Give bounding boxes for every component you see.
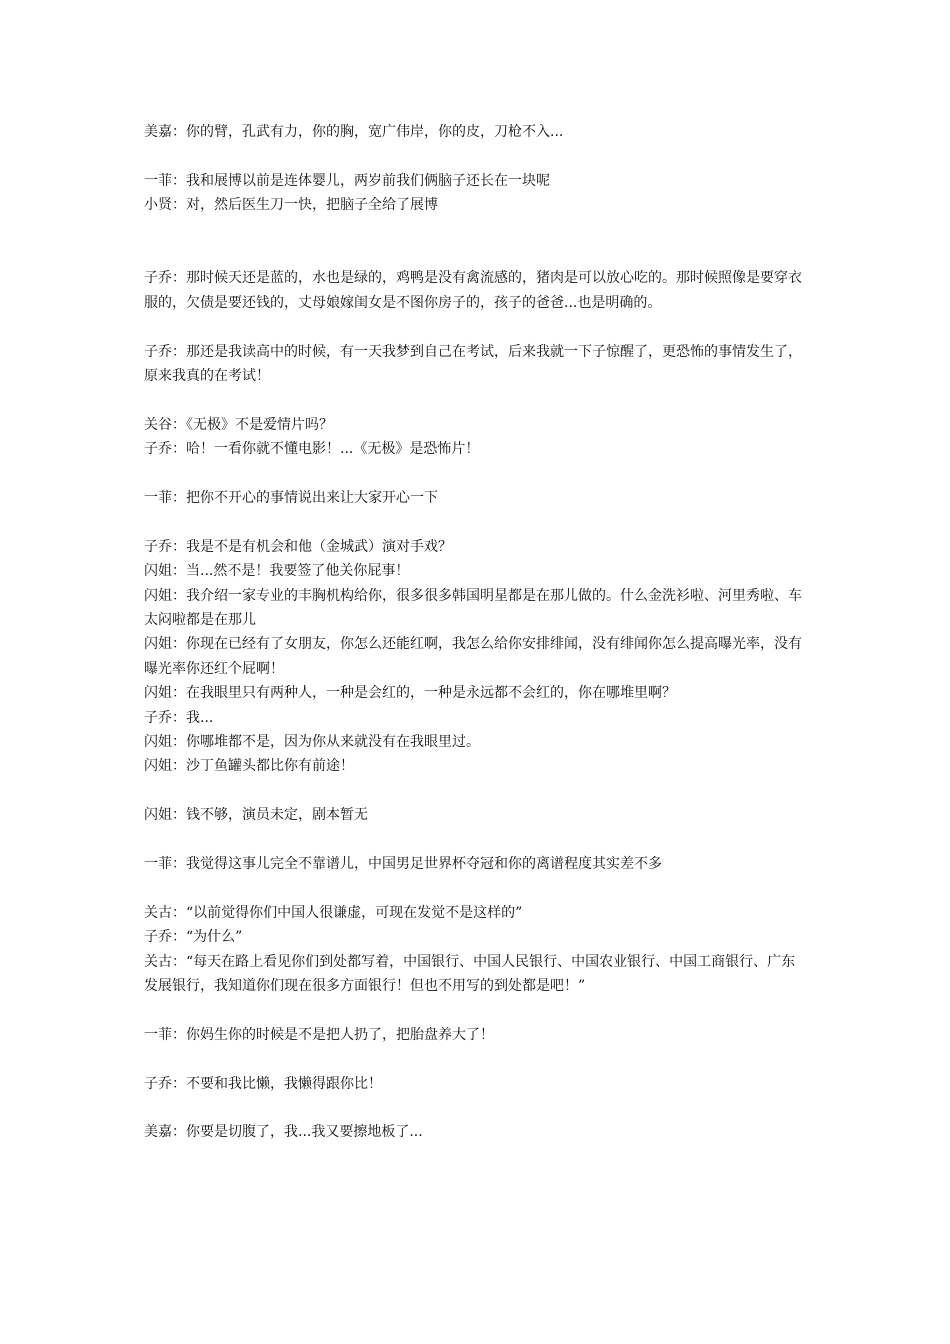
dialogue-line: 闪姐：沙丁鱼罐头都比你有前途！ [144, 758, 354, 775]
spacer [144, 779, 808, 803]
dialogue-line: 子乔：“为什么” [144, 929, 243, 946]
spacer [144, 1096, 808, 1120]
dialogue-line: 子乔：哈！一看你就不懂电影！...《无极》是恐怖片！ [144, 441, 480, 458]
spacer [144, 510, 808, 534]
dialogue-line: 子乔：那还是我读高中的时候，有一天我梦到自己在考试，后来我就一下子惊醒了，更恐怖的事情发生了，原来我真的在考试！ [144, 343, 802, 385]
dialogue-line: 一菲：你妈生你的时候是不是把人扔了，把胎盘养大了！ [144, 1026, 494, 1043]
spacer [144, 998, 808, 1022]
dialogue-line: 美嘉：你的臂，孔武有力，你的胸，宽广伟岸，你的皮，刀枪不入... [144, 124, 564, 140]
dialogue-line: 子乔：我... [144, 709, 214, 726]
dialogue-line: 闪姐：钱不够，演员未定，剧本暂无 [144, 807, 368, 824]
spacer [144, 876, 808, 900]
dialogue-line: 小贤：对，然后医生刀一快，把脑子全给了展博 [144, 197, 438, 214]
dialogue-line: 闪姐：在我眼里只有两种人，一种是会红的，一种是永远都不会红的，你在哪堆里啊？ [144, 685, 676, 702]
dialogue-line: 美嘉：你要是切腹了，我...我又要擦地板了... [144, 1124, 423, 1141]
spacer [144, 828, 808, 852]
dialogue-line: 关古：“每天在路上看见你们到处都写着，中国银行、中国人民银行、中国农业银行、中国工商银行、广东发展银行，我知道你们现在很多方面银行！但也不用写的到处都是吧！” [144, 953, 796, 995]
spacer [144, 388, 808, 412]
dialogue-line: 一菲：我觉得这事儿完全不靠谱儿，中国男足世界杯夺冠和你的离谱程度其实差不多 [144, 856, 662, 873]
dialogue-line: 子乔：我是不是有机会和他（金城武）演对手戏？ [144, 538, 452, 555]
dialogue-line: 关古：“以前觉得你们中国人很谦虚，可现在发觉不是这样的” [144, 904, 523, 921]
dialogue-line: 闪姐：你哪堆都不是，因为你从来就没有在我眼里过。 [144, 734, 480, 751]
dialogue-line: 闪姐：你现在已经有了女朋友，你怎么还能红啊，我怎么给你安排绯闻，没有绯闻你怎么提高曝光率，没有曝光率你还红个屁啊！ [144, 636, 802, 677]
dialogue-line: 一菲：把你不开心的事情说出来让大家开心一下 [144, 490, 438, 507]
spacer [144, 315, 808, 339]
dialogue-line: 闪姐：我介绍一家专业的丰胸机构给你，很多很多韩国明星都是在那儿做的。什么金洗衫啦、河里秀啦、车太闷啦都是在那儿 [144, 587, 802, 629]
spacer [144, 462, 808, 486]
dialogue-line: 闪姐：当...然不是！我要签了他关你屁事！ [144, 563, 410, 580]
dialogue-line: 一菲：我和展博以前是连体婴儿，两岁前我们俩脑子还长在一块呢 [144, 172, 550, 189]
dialogue-line: 关谷：《无极》不是爱情片吗？ [144, 416, 333, 433]
spacer [144, 1047, 808, 1071]
spacer [144, 218, 808, 267]
spacer [144, 144, 808, 168]
dialogue-line: 子乔：不要和我比懒，我懒得跟你比！ [144, 1075, 382, 1092]
dialogue-line: 子乔：那时候天还是蓝的，水也是绿的，鸡鸭是没有禽流感的，猪肉是可以放心吃的。那时候照像是要穿衣服的，欠债是要还钱的，丈母娘嫁闺女是不图你房子的，孩子的爸爸...也是明确的。 [144, 270, 802, 311]
document-body [144, 120, 808, 1145]
